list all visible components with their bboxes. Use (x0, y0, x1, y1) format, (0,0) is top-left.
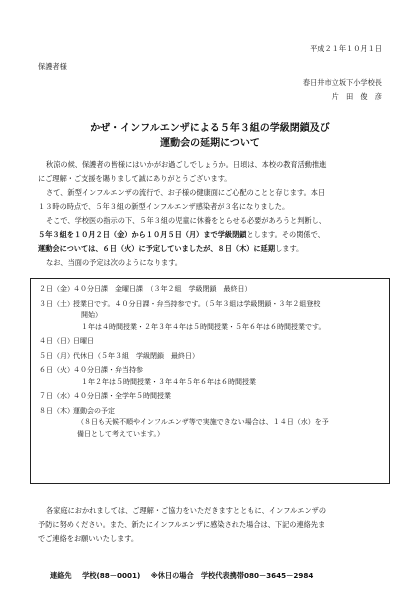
schedule-detail: 授業日です。４０分日課・弁当持参です。（５年３組は学級閉鎖・３年２組登校 (73, 299, 321, 308)
recipient: 保護者様 (38, 62, 67, 71)
closing-line1: 各家庭におかれましては、ご理解・ご協力をいただきますとともに、インフルエンザの (46, 506, 327, 515)
schedule-detail: 備日として考えています。） (77, 429, 164, 438)
schedule-detail: （８日も天候不順やインフルエンザ等で実施できない場合は、１４日（水）を予 (77, 418, 329, 426)
notice-title-line2: 運動会の延期について (160, 138, 260, 149)
schedule-detail: 代休日（５年３組 学級閉鎖 最終日） (73, 351, 199, 360)
contact-label: 連絡先 (50, 571, 72, 580)
schedule-detail: 開始） (81, 311, 102, 319)
schedule-detail: 運動会の予定 (73, 406, 115, 415)
schedule-date: ３日（土） (39, 299, 74, 308)
body-paragraph-2-line2: １３時の時点で、５年３組の新型インフルエンザ感染者が３名になりました。 (38, 202, 290, 211)
body-paragraph-1-line1: 秋涼の候、保護者の皆様にはいかがお過ごしでしょうか。日頃は、本校の教育活動推進 (46, 160, 327, 169)
body-paragraph-1-line2: にご理解・ご支援を賜りまして誠にありがとうございます。 (38, 174, 232, 183)
schedule-date: ８日（木） (39, 406, 74, 415)
schedule-detail: ４０分日課・全学年５時間授業 (73, 392, 171, 400)
closing-line2: 予防に努めください。また、新たにインフルエンザに感染された場合は、下記の連絡先ま (38, 520, 326, 529)
schedule-date: ４日（日） (39, 337, 74, 345)
closing-line3: でご連絡をお願いいたします。 (38, 534, 139, 543)
schedule-detail: ４０分日課・弁当持参 (73, 366, 143, 374)
schedule-date: ７日（水） (39, 392, 74, 400)
body-paragraph-3-line2: ５年３組を１０月２日（金）から１０月５日（月）まで学級閉鎖とします。その関係で、 (38, 230, 325, 239)
body-paragraph-2-line1: さて、新型インフルエンザの流行で、お子様の健康面にご心配のことと存じます。本日 (46, 188, 326, 197)
class-closure-notice: ５年３組を１０月２日（金）から１０月５日（月）まで学級閉鎖 (38, 230, 247, 239)
schedule-box (30, 278, 390, 484)
body-paragraph-3-line3: 運動会については、６日（火）に予定していましたが、８日（木）に延期します。 (38, 244, 304, 253)
document-date: 平成２１年１０月１日 (310, 44, 382, 53)
body-paragraph-4: なお、当面の予定は次のようになります。 (46, 258, 182, 267)
principal-name: 片 田 俊 彦 (331, 92, 382, 101)
contact-holiday-phone: ※休日の場合 学校代表携帯080－3645－2984 (150, 571, 314, 580)
schedule-detail: ４０分日課 金曜日課 （３年２組 学級閉鎖 最終日） (73, 285, 252, 293)
schedule-detail: 日曜日 (73, 337, 94, 345)
schedule-date: ２日（金） (39, 285, 74, 293)
schedule-date: ６日（火） (39, 366, 74, 374)
school-name: 春日井市立坂下小学校長 (302, 78, 382, 87)
schedule-detail: １年は４時間授業・２年３年４年は５時間授業・５年６年は６時間授業です。 (81, 322, 326, 331)
body-paragraph-3-line1: そこで、学校医の指示の下、５年３組の児童に休養をとらせる必要があろうと判断し、 (46, 216, 326, 225)
contact-info (50, 571, 321, 581)
notice-title-line1: かぜ・インフルエンザによる５年３組の学級閉鎖及び (90, 123, 330, 134)
contact-school-phone: 学校(88－0001) (82, 571, 141, 580)
sports-day-postponement-notice: 運動会については、６日（火）に予定していましたが、８日（木）に延期 (38, 244, 276, 253)
schedule-detail: １年２年は５時間授業・３年４年５年６年は６時間授業 (81, 377, 256, 386)
schedule-date: ５日（月） (39, 351, 74, 360)
